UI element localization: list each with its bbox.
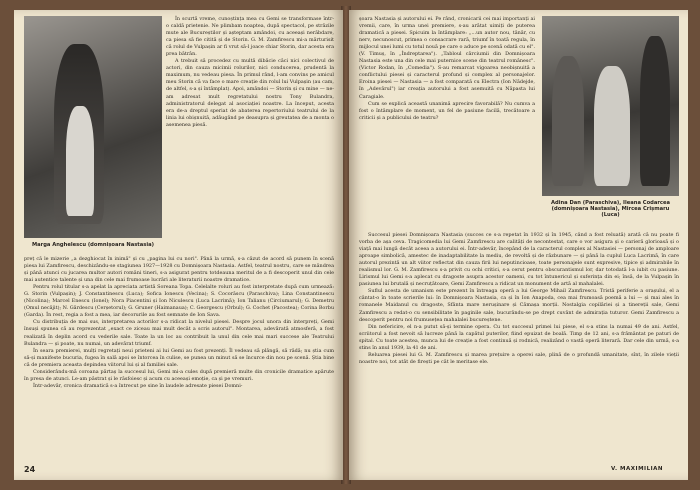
paragraph: Reluarea piesei lui G. M. Zamfirescu și marea prețuire a operei sale, plină de o profundă umanitate, sînt, în zilele vieții noastre noi, tot atât de firești pe cât le meritase ele. bbox=[359, 351, 679, 365]
author-signature: V. MAXIMILIAN bbox=[611, 466, 663, 472]
photo-caption-left: Marga Anghelescu (domnișoara Nastasia) bbox=[31, 242, 155, 248]
photo-apron bbox=[66, 106, 94, 216]
right-full-column bbox=[359, 232, 679, 460]
right-page bbox=[349, 10, 688, 480]
paragraph: În seara premierei, mulți regretați neui prieteni ai lui Gemi au fost prezenți. Îl vedeau să plângă, să râdă; nu știa cum să-și manifeste bucuria, fugea în sală apoi se întorcea în culise, se punea un minut să se încurce din nou pe scenă. Știa bine că de premiera aceasta depindea viitorul lui și al familiei sale. bbox=[24, 347, 334, 368]
page-number: 24 bbox=[24, 465, 36, 474]
left-top-column bbox=[166, 16, 334, 256]
paragraph: În scurtă vreme, cunoștința mea cu Gemi se transformase într-o caldă prietenie. Ne plimbam noaptea, după spectacol, pe străzile mute ale Bucureștilor și așteptam amândoi, cu aceeași nerăbdare, ca piesa să fie citită și de Storin. G. M. Zamfirescu mi-a mărturisit că rolul de Vulpașin ar fi vrut să-l joace chiar Storin, dar acesta era prea bătrân. bbox=[166, 16, 334, 58]
photo-figure bbox=[594, 66, 630, 186]
paragraph: Considerându-mă coroana pârtaș la succesul lui, Gemi mi-a cules după premieră multe din cronicile dramatice apărute în presa de atunci. Le-am păstrat și le răsfoiesc și acum cu aceeași emoție, ca și pe vremuri. bbox=[24, 368, 334, 382]
left-page bbox=[14, 10, 343, 480]
paragraph: Suflul acesta de umanism este prezent în întreaga operă a lui George Mihail Zamfirescu. Tristă periferie a orașului, el a cântat-o în toate scrierile lui: în Domnișoara Nastasia, ca și în Ion Anapoda, cea mai frumoasă poemă a lui — și mai ales în romanele Maidanul cu dragoste, Sfânta mare nerușinare și Cămașa morții. Nostalgia copilăriei și a tinereții sale, Gemi Zamfirescu a redat-o cu sensibilitate în paginile sale, bucurându-se pe drept cuvânt de admirația tuturor. Gemi Zamfirescu a descoperit pentru noi frumusețea mahalalei bucureștene. bbox=[359, 288, 679, 323]
paragraph: Cum se explică această unanimă aprecire favorabilă? Nu cumva a fost o întâmplare de moment, un fel de pasiune facilă, trecătoare a criticii și a publicului de teatru? bbox=[359, 100, 535, 121]
actress-photo-left bbox=[24, 16, 162, 238]
actors-photo-right bbox=[542, 16, 679, 196]
left-full-column bbox=[24, 256, 334, 468]
paragraph: șoara Nastasia și autorului ei. Pe rând, cronicarii cei mai importanți ai vremii, care, în urma unei premiere, s-au arătat uimiți de puterea dramatică a piesei. Spicuim la întâmplare: „...un autor nou, tânăr, cu nerv, necunoscut, primea o consacrare rară, triumf în toată regula, în mijlocul unei lumi cu totul nouă pe care o aduce pe scenă odată cu el". (V. Timuș, în „Îndreptarea"). „Tabloul cârciumii din Domnișoara Nastasia este una din cele mai puternice scene din teatrul românesc". (Victor Rodan, în „Comedia"). S-au remarcat vigoarea neobișnuită a conflictului piesei și caracterul profund și complex al personajelor. Eroina piesei — Nastasia — a fost comparată cu Electra (Ion Nădejde, în „Adevărul") iar creația autorului a fost asemuită cu Năpasta lui Caragiale. bbox=[359, 16, 535, 100]
photo-caption-right: Adina Dan (Paraschiva), Ileana Codarcea (domnișoara Nastasia), Mircea Crișmaru (Luca) bbox=[550, 200, 671, 218]
photo-figure bbox=[552, 56, 584, 186]
paragraph: preț că le mizerie „a dezghiocat în inimă" și cu „pagina lui cu nori". Până la urmă, s-a căzut de acord să punem în scenă piesa lui Zamfirescu, deschizându-se stagiunea 1927—1928 cu Domnișoara Nastasia. Astfel, teatrul nostru, care se mândrea și până atunci cu jucarea multor autori români tineri, s-a asigurat pentru totdeauna meritul de a fi descoperit unul din cele mai autentice talente și una din cele mai frumoase lucrări ale literaturii noastre dramatice. bbox=[24, 256, 334, 284]
paragraph: Din nefericire, el n-a putut să-și termine opera. Cu tot succesul primei lui piese, el s-a stins la numai 49 de ani. Astfel, scriitorul a fost nevoit să lucreze până la capătul puterilor, fiind epuizat de boală. Timp de 12 ani, s-a frământat pe paturi de spital. Cu toate acestea, munca lui de creație a fost continuă și rodnică, realizând o vastă operă literară. Dar cele din urmă, s-a stins în anul 1939, la 41 de ani. bbox=[359, 323, 679, 351]
paragraph: Într-adevăr, cronica dramatică s-a întrecut pe sine în laudele adresate piesei Domni- bbox=[33, 382, 243, 389]
paragraph: Succesul piesei Domnișoara Nastasia (succes ce s-a repetat în 1932 și în 1945, când a fost reluată) arată că nu poate fi vorba de așa ceva. Tragicomedia lui Gemi Zamfirescu are calități de necontestat, care o vor asigura și o carieră glorioasă și o viață mai lungă decât aceea a autorului ei. Într-adevăr, începând de la caracterul complex al Nastasiei — personaj de amploare aproape simbolică, amestec de inadaptabilitate la mediu, de revoltă și de răzbunare — și până la cuplul Luca Lacrimă, în care autorul prezintă un alt viitor reflectat din cauza firii lui neputincioase, toate personajele sunt expresive, tipice și admirabile în realismul lor. G. M. Zamfirescu s-a privit cu ochi critici, s-a cerut pentru obscurantismul lor, dar totodată l-a iubit cu pasiune. Lirismul lui Gemi s-a aplecat cu dragoste asupra acestor oameni, cu tot întunericul și suferința din ei; însă, de la Vulpașin în pasiunea lui brutală și necruțătoare, Gemi Zamfirescu a ridicat un monument de artă al mahalalei. bbox=[359, 232, 679, 288]
paragraph: A trebuit să procedez cu multă dibăcie căci nici colectivul de actori, din cauza micimii rolurilor, nici conducerea, prudentă la maximum, nu vedeau piesa. În primul rând, l-am convins pe amicul meu Storin că va face o mare creație din rolul lui Vulpașin (au cam, de altfel, s-a și întâmplat). Apoi, amândoi — Storin și cu mine — ne-am adresat mult regretatului nostru Tony Bulandra, administratorul delegat al asociației noastre. La început, acesta era de-a dreptul speriat de abaterea repertoriului teatrului de la linia lui obișnuită, adăugând pe deasupra și greutatea de a monta o asemenea piesă. bbox=[166, 58, 334, 128]
right-top-column bbox=[359, 16, 535, 231]
paragraph: Cu distribuția de mai sus, interpretarea actorilor s-a ridicat la nivelul piesei. Despre jocul unora din interpreți, Gemi însuși spunea că au reprezentat „exact ce ziceau mai mult decât a scris autorul". Montarea, adevărată atmosferă, a fost realizată în deplin acord cu vederile sale. Toate la un loc au contribuit la unul din cele mai mari succese ale Teatrului Bulandra — și poate, nu numai, un adevărat triumf. bbox=[24, 319, 334, 347]
paragraph: Pentru rolul titular s-a apelat la apreciata artistă Soreana Topa. Celelalte roluri au fost interpretate după cum urmează: G. Storin (Vulpașin); J. Constantinescu (Luca); Sofica Ionescu (Vecina); S. Cocorăscu (Paraschiva); Lina Constantinescu (Nicolina); Marcel Enescu (Ionel); Nora Piacentini și Ion Niculescu (Luca Lacrimă); Ion Talianu (Circiumarul); G. Demetru (Omul necăjit); N. Gărdescu (Cerșetorul); G. Gruner (Haimanaua); C. Georgescu (Orbul); G. Cochet (Pacostea); Corina Borbu (Garda). În rest, regia a fost a mea, iar decorurile au fost semnate de Ion Sava. bbox=[24, 284, 334, 319]
photo-figure bbox=[640, 36, 670, 186]
